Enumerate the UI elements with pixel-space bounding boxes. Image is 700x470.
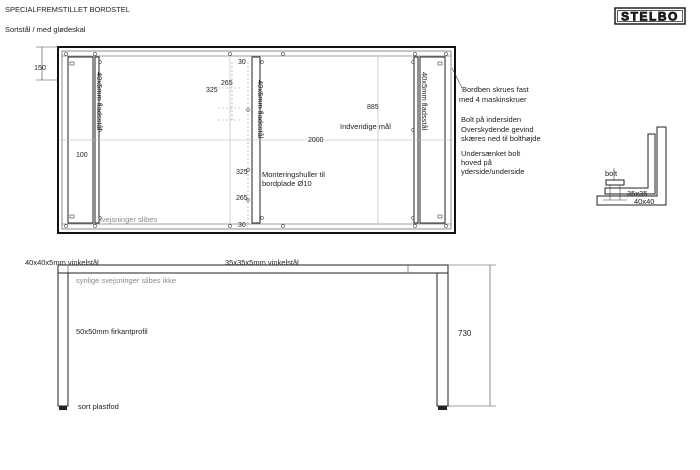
dimension-265-lower: 265: [236, 195, 248, 202]
inner-measure-label: Indvendige mål: [340, 122, 391, 131]
svg-text:STELBO: STELBO: [621, 9, 679, 24]
top-view-frame: [58, 47, 455, 233]
detail-dim-35: 35x35: [627, 189, 648, 198]
svg-text:Undersænket bolt: Undersænket bolt: [461, 149, 521, 158]
dimension-325-upper: 325: [206, 87, 218, 94]
svg-text:Bordben skrues fast: Bordben skrues fast: [462, 85, 529, 94]
dimension-325-lower: 325: [236, 169, 248, 176]
svg-text:hoved på: hoved på: [461, 158, 492, 167]
note-leader-line: [452, 68, 462, 88]
drawing-subtitle: Sortstål / med glødeskal: [5, 25, 86, 34]
dimension-150: [34, 47, 58, 80]
drawing-title: SPECIALFREMSTILLET BORDSTEL: [5, 5, 130, 14]
svg-text:med 4 maskinskruer: med 4 maskinskruer: [459, 95, 527, 104]
assembly-notes: [459, 85, 541, 176]
svg-text:150: 150: [34, 65, 46, 72]
detail-dim-40: 40x40: [634, 197, 655, 206]
angle-steel-35-label: 35x35x5mm vinkelstål: [225, 258, 299, 267]
svg-text:skæres ned til bolthøjde: skæres ned til bolthøjde: [461, 134, 541, 143]
height-dimension: 730: [458, 329, 472, 338]
angle-joint-detail: [597, 127, 666, 206]
mounting-holes-line2: bordplade Ø10: [262, 179, 312, 188]
flat-steel-label-mid: 40x5mm fladsstål: [256, 80, 265, 139]
stelbo-logo: [615, 8, 685, 24]
square-profile-label: 50x50mm firkantprofil: [76, 327, 148, 336]
bolt-label: bolt: [605, 169, 618, 178]
dimension-30-lower: 30: [238, 222, 246, 229]
dimension-265-upper: 265: [221, 80, 233, 87]
angle-steel-40-label: 40x40x5mm vinkelstål: [25, 258, 99, 267]
dimension-30-upper: 30: [238, 59, 246, 66]
svg-text:Overskydende gevind: Overskydende gevind: [461, 125, 534, 134]
dimension-885: 885: [367, 104, 379, 111]
side-view-frame: [58, 265, 496, 410]
flat-steel-label-left: 40x5mm fladsstål: [95, 72, 104, 131]
flat-steel-label-right: 40x5mm fladsstål: [420, 72, 429, 131]
welds-visible-label: synlige svejsninger slibes ikke: [76, 276, 177, 285]
plastic-foot-label: sort plastfod: [78, 402, 119, 411]
mounting-holes-line1: Monteringshuller til: [262, 170, 325, 179]
svg-text:yderside/underside: yderside/underside: [461, 167, 525, 176]
dimension-2000: 2000: [308, 137, 324, 144]
welds-ground-label: svejsninger slibes: [98, 215, 158, 224]
svg-text:Bolt på indersiden: Bolt på indersiden: [461, 115, 522, 124]
dimension-100: 100: [76, 152, 88, 159]
